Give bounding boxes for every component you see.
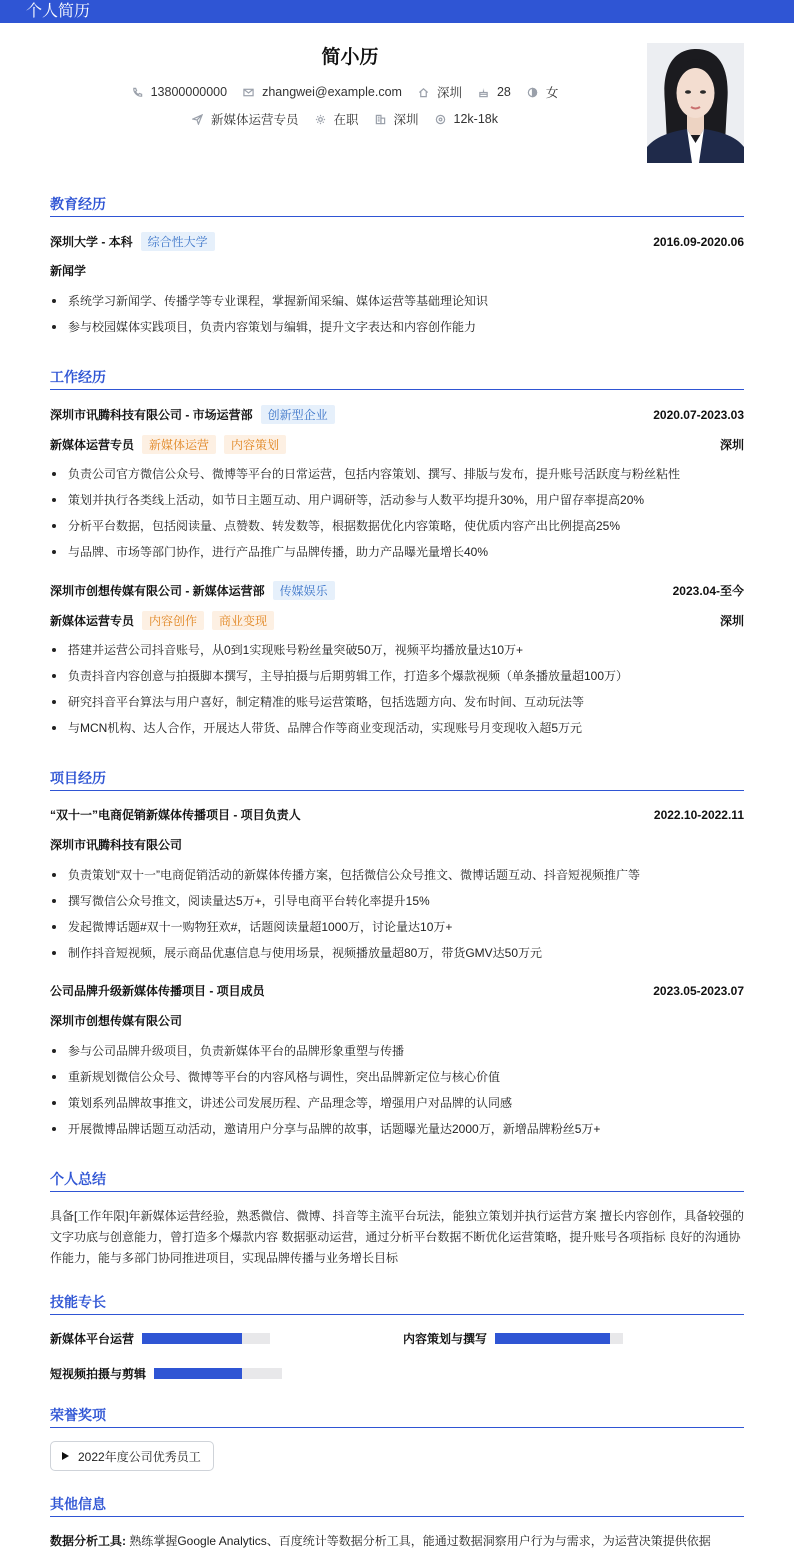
skill-name: 短视频拍摄与剪辑 xyxy=(50,1367,147,1381)
work-section xyxy=(50,367,744,390)
position-text: 新媒体运营专员 xyxy=(210,113,299,127)
summary-section xyxy=(50,1169,744,1192)
list-item: 系统学习新闻学、传播学等专业课程，掌握新闻采编、媒体运营等基础理论知识 xyxy=(50,292,744,309)
list-item: 参与校园媒体实践项目，负责内容策划与编辑，提升文字表达和内容创作能力 xyxy=(50,318,744,335)
job-role: 新媒体运营专员 xyxy=(50,438,135,452)
phone-icon xyxy=(132,87,143,98)
mail-icon xyxy=(243,87,254,98)
building-icon xyxy=(375,114,386,125)
list-item: 搭建并运营公司抖音账号，从0到1实现账号粉丝量突破50万，视频平均播放量达10万+ xyxy=(50,641,744,658)
education-section xyxy=(50,194,744,217)
summary-title: 个人总结 xyxy=(50,1169,744,1192)
award-label: 2022年度公司优秀员工 xyxy=(78,1449,201,1464)
role-tag: 内容创作 xyxy=(142,611,204,630)
skill-name: 新媒体平台运营 xyxy=(50,1332,135,1346)
project-date: 2023.05-2023.07 xyxy=(653,983,744,998)
list-item: 撰写微信公众号推文，阅读量达5万+，引导电商平台转化率提升15% xyxy=(50,892,744,909)
role-tag: 内容策划 xyxy=(224,435,286,454)
awards-section xyxy=(50,1405,744,1428)
award-item[interactable] xyxy=(50,1441,214,1471)
age-text: 28 xyxy=(496,85,511,99)
school-tag: 综合性大学 xyxy=(141,232,215,251)
list-item: 发起微博话题#双十一购物狂欢#，话题阅读量超1000万，讨论量达10万+ xyxy=(50,918,744,935)
project-date: 2022.10-2022.11 xyxy=(653,807,744,822)
cake-icon xyxy=(478,87,489,98)
expand-triangle-icon xyxy=(62,1452,69,1460)
project-header-row xyxy=(50,806,744,823)
skill-level-fill xyxy=(154,1368,242,1379)
skill-level-fill xyxy=(142,1333,242,1344)
skills-title: 技能专长 xyxy=(50,1292,744,1315)
awards-title: 荣誉奖项 xyxy=(50,1405,744,1428)
list-item: 制作抖音短视频，展示商品优惠信息与使用场景，视频播放量超80万，带货GMV达50万元 xyxy=(50,944,744,961)
job-header-row xyxy=(50,405,744,424)
project-name: “双十一”电商促销新媒体传播项目 - 项目负责人 xyxy=(50,808,301,822)
other-title: 其他信息 xyxy=(50,1494,744,1517)
company-name: 深圳市创想传媒有限公司 - 新媒体运营部 xyxy=(50,584,265,598)
role-tag: 新媒体运营 xyxy=(142,435,216,454)
city-text: 深圳 xyxy=(436,86,462,100)
list-item: 与MCN机构、达人合作，开展达人带货、品牌合作等商业变现活动，实现账号月变现收入超5万元 xyxy=(50,719,744,736)
phone-item xyxy=(132,85,227,99)
salary-text: 12k-18k xyxy=(453,112,499,126)
skill-item xyxy=(50,1365,282,1382)
candidate-name: 简小历 xyxy=(321,47,379,68)
list-item: 参与公司品牌升级项目，负责新媒体平台的品牌形象重塑与传播 xyxy=(50,1042,744,1059)
education-header-row xyxy=(50,232,744,251)
education-date: 2016.09-2020.06 xyxy=(653,234,744,249)
list-item: 策划并执行各类线上活动，如节日主题互动、用户调研等，活动参与人数平均提升30%，用户留存率提高20% xyxy=(50,491,744,508)
list-item: 负责抖音内容创意与拍摄脚本撰写，主导拍摄与后期剪辑工作，打造多个爆款视频（单条播放量超100万） xyxy=(50,667,744,684)
gender-icon xyxy=(527,87,538,98)
profile-photo xyxy=(647,43,744,163)
email-item xyxy=(243,85,402,99)
project-company-row xyxy=(50,836,744,853)
status-item xyxy=(315,110,359,128)
list-item: 与品牌、市场等部门协作，进行产品推广与品牌传播，助力产品曝光量增长40% xyxy=(50,543,744,560)
email-text: zhangwei@example.com xyxy=(262,85,402,99)
list-item: 策划系列品牌故事推文，讲述公司发展历程、产品理念等，增强用户对品牌的认同感 xyxy=(50,1094,744,1111)
list-item: 分析平台数据，包括阅读量、点赞数、转发数等，根据数据优化内容策略，使优质内容产出比例提高25% xyxy=(50,517,744,534)
school-name: 深圳大学 - 本科 xyxy=(50,235,133,249)
other-label: 数据分析工具: xyxy=(50,1534,126,1548)
skill-level-bar xyxy=(142,1333,270,1344)
coin-icon xyxy=(435,114,446,125)
other-info-line xyxy=(50,1532,744,1549)
role-tag: 商业变现 xyxy=(212,611,274,630)
gender-text: 女 xyxy=(545,86,559,100)
gender-item xyxy=(527,83,559,101)
job-date: 2023.04-至今 xyxy=(672,584,744,598)
skill-level-bar xyxy=(154,1368,282,1379)
project-header-row xyxy=(50,982,744,999)
send-icon xyxy=(192,114,203,125)
summary-text: 具备[工作年限]年新媒体运营经验，熟悉微信、微博、抖音等主流平台玩法，能独立策划并执行运营方案 擅长内容创作，具备较强的文字功底与创意能力，曾打造多个爆款内容 数据驱动运营，通过分析平台数据不断优化运营策略，提升账号各项指标 良好的沟通协作能力，能与多部门协同推进项目，实现品牌传播与业务增长目标 xyxy=(50,1209,745,1265)
status-text: 在职 xyxy=(333,113,359,127)
project-company: 深圳市创想传媒有限公司 xyxy=(50,1014,183,1028)
job-intent-row xyxy=(0,110,690,128)
company-name: 深圳市讯腾科技有限公司 - 市场运营部 xyxy=(50,408,253,422)
job-location: 深圳 xyxy=(719,438,744,452)
project-name: 公司品牌升级新媒体传播项目 - 项目成员 xyxy=(50,984,265,998)
work-title: 工作经历 xyxy=(50,367,744,390)
position-item xyxy=(192,110,299,128)
company-tag: 传媒娱乐 xyxy=(273,581,335,600)
skills-section xyxy=(50,1292,744,1315)
age-item xyxy=(478,85,511,99)
education-title: 教育经历 xyxy=(50,194,744,217)
home-icon xyxy=(418,87,429,98)
projects-section xyxy=(50,768,744,791)
list-item: 开展微博品牌话题互动活动，邀请用户分享与品牌的故事，话题曝光量达2000万，新增品牌粉丝5万+ xyxy=(50,1120,744,1137)
target-city-item xyxy=(375,110,419,128)
city-item xyxy=(418,83,462,101)
job-role-row xyxy=(50,435,744,454)
project-company-row xyxy=(50,1012,744,1029)
resume-header-bar xyxy=(0,0,794,23)
job-header-row xyxy=(50,581,744,600)
job-date: 2020.07-2023.03 xyxy=(653,407,744,422)
list-item: 研究抖音平台算法与用户喜好，制定精准的账号运营策略，包括选题方向、发布时间、互动玩法等 xyxy=(50,693,744,710)
major-row xyxy=(50,262,744,279)
job-role: 新媒体运营专员 xyxy=(50,614,135,628)
list-item: 负责公司官方微信公众号、微博等平台的日常运营，包括内容策划、撰写、排版与发布，提升账号活跃度与粉丝粘性 xyxy=(50,465,744,482)
salary-item xyxy=(435,112,498,126)
skill-item xyxy=(403,1330,623,1347)
company-tag: 创新型企业 xyxy=(261,405,335,424)
settings-icon xyxy=(315,114,326,125)
phone-text: 13800000000 xyxy=(150,85,228,99)
other-text: 熟练掌握Google Analytics、百度统计等数据分析工具，能通过数据洞察用户行为与需求，为运营决策提供依据 xyxy=(129,1534,711,1548)
target-city-text: 深圳 xyxy=(393,113,419,127)
skill-item xyxy=(50,1330,270,1347)
job-location: 深圳 xyxy=(719,614,744,628)
project-company: 深圳市讯腾科技有限公司 xyxy=(50,838,183,852)
list-item: 负责策划“双十一”电商促销活动的新媒体传播方案，包括微信公众号推文、微博话题互动、抖音短视频推广等 xyxy=(50,866,744,883)
skill-name: 内容策划与撰写 xyxy=(403,1332,488,1346)
skill-level-bar xyxy=(495,1333,623,1344)
other-section xyxy=(50,1494,744,1517)
projects-title: 项目经历 xyxy=(50,768,744,791)
contact-info-row xyxy=(0,83,690,101)
list-item: 重新规划微信公众号、微博等平台的内容风格与调性，突出品牌新定位与核心价值 xyxy=(50,1068,744,1085)
skill-level-fill xyxy=(495,1333,610,1344)
major-name: 新闻学 xyxy=(50,264,87,278)
header-title: 个人简历 xyxy=(26,3,91,20)
job-role-row xyxy=(50,611,744,630)
